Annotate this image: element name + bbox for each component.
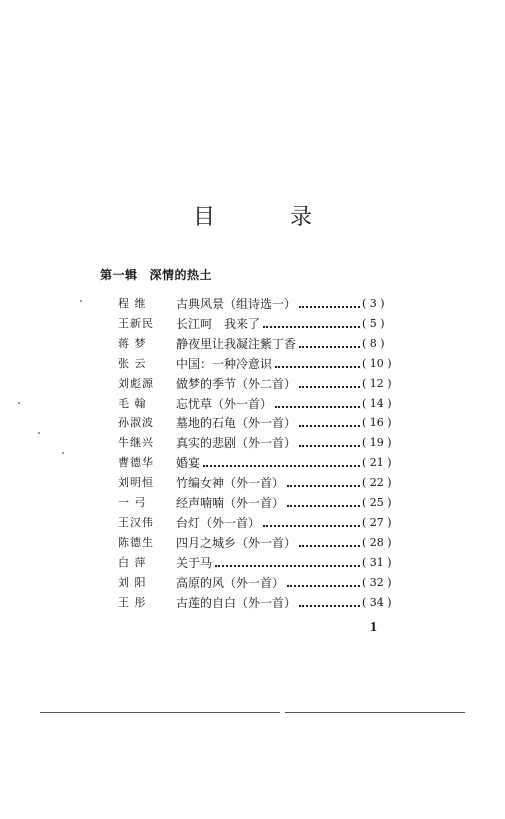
toc-entry <box>0 493 505 513</box>
entry-author: 王 彤 <box>118 596 147 609</box>
toc-entry <box>0 573 505 593</box>
entry-author: 一 弓 <box>118 496 147 509</box>
entry-title: 忘忧草（外一首） <box>176 397 273 411</box>
dot-leader <box>299 605 360 607</box>
dot-leader <box>287 585 360 587</box>
dot-leader <box>203 465 360 467</box>
entry-page: ( 25 ) <box>362 496 392 509</box>
entry-author: 毛 翰 <box>118 397 147 410</box>
dot-leader <box>275 406 360 408</box>
entry-title-leader <box>176 374 360 394</box>
toc-entry <box>0 433 505 453</box>
scan-speck <box>62 452 64 454</box>
entry-title-leader <box>176 354 360 374</box>
entry-title: 四月之城乡（外一首） <box>176 536 297 550</box>
entry-title: 竹编女神（外一首） <box>176 476 285 490</box>
section-title: 深情的热土 <box>149 268 213 282</box>
toc-entry <box>0 334 505 354</box>
entry-title: 经声喃喃（外一首） <box>176 496 285 510</box>
toc-entry <box>0 374 505 394</box>
entry-title: 长江呵 我来了 <box>176 317 261 331</box>
page-title: 目 录 <box>193 205 346 230</box>
dot-leader <box>299 425 360 427</box>
entry-title-leader <box>176 533 360 553</box>
toc-entry <box>0 354 505 374</box>
entry-title-leader <box>176 334 360 354</box>
toc-entry <box>0 593 505 613</box>
entry-title: 古莲的自白（外一首） <box>176 596 297 610</box>
entry-title-leader <box>176 294 360 314</box>
entry-title-leader <box>176 453 360 473</box>
entry-title-leader <box>176 433 360 453</box>
page-number: 1 <box>370 620 377 635</box>
scan-rule-right <box>285 712 465 713</box>
entry-title: 台灯（外一首） <box>176 516 261 530</box>
entry-author: 王汉伟 <box>118 516 154 529</box>
toc-entry <box>0 294 505 314</box>
entry-title-leader <box>176 413 360 433</box>
entry-title: 墓地的石龟（外一首） <box>176 416 297 430</box>
entry-page: ( 19 ) <box>362 436 392 449</box>
dot-leader <box>287 485 360 487</box>
dot-leader <box>299 346 360 348</box>
entry-author: 孙淑波 <box>118 416 154 429</box>
entry-author: 王新民 <box>118 317 154 330</box>
entry-author: 白 萍 <box>118 556 147 569</box>
dot-leader <box>299 545 360 547</box>
entry-page: ( 28 ) <box>362 536 392 549</box>
dot-leader <box>263 525 360 527</box>
entry-title: 高原的风（外一首） <box>176 576 285 590</box>
section-heading <box>100 266 212 283</box>
entry-page: ( 8 ) <box>362 337 385 350</box>
entry-page: ( 21 ) <box>362 456 392 469</box>
entry-author: 蒋 梦 <box>118 337 147 350</box>
entry-page: ( 14 ) <box>362 397 392 410</box>
dot-leader <box>215 565 360 567</box>
entry-title: 古典风景（组诗选一） <box>176 297 297 311</box>
entry-author: 牛继兴 <box>118 436 154 449</box>
entry-title: 中国：一种冷意识 <box>176 357 273 371</box>
entry-title-leader <box>176 513 360 533</box>
entry-title-leader <box>176 394 360 414</box>
entry-title: 关于马 <box>176 556 213 570</box>
toc-entry <box>0 533 505 553</box>
entry-title: 真实的悲剧（外一首） <box>176 436 297 450</box>
toc-entry <box>0 513 505 533</box>
scan-speck <box>80 300 82 302</box>
entry-title-leader <box>176 493 360 513</box>
entry-title-leader <box>176 553 360 573</box>
entry-author: 刘彪源 <box>118 377 154 390</box>
entry-title-leader <box>176 473 360 493</box>
dot-leader <box>287 505 360 507</box>
dot-leader <box>263 326 360 328</box>
entry-author: 刘明恒 <box>118 476 154 489</box>
toc-entry <box>0 314 505 334</box>
entry-page: ( 22 ) <box>362 476 392 489</box>
entry-author: 曹德华 <box>118 456 154 469</box>
entry-title: 做梦的季节（外二首） <box>176 377 297 391</box>
entry-page: ( 31 ) <box>362 556 392 569</box>
scan-rule-left <box>40 712 280 713</box>
entry-author: 刘 阳 <box>118 576 147 589</box>
dot-leader <box>299 386 360 388</box>
entry-title-leader <box>176 593 360 613</box>
entry-title-leader <box>176 314 360 334</box>
dot-leader <box>299 445 360 447</box>
entry-page: ( 34 ) <box>362 596 392 609</box>
entry-page: ( 5 ) <box>362 317 385 330</box>
entry-page: ( 10 ) <box>362 357 392 370</box>
toc-entry <box>0 473 505 493</box>
scan-speck <box>18 402 20 404</box>
entry-page: ( 27 ) <box>362 516 392 529</box>
toc-entry <box>0 394 505 414</box>
entry-author: 程 维 <box>118 297 147 310</box>
entry-title-leader <box>176 573 360 593</box>
toc-entry <box>0 553 505 573</box>
entry-page: ( 3 ) <box>362 297 385 310</box>
dot-leader <box>275 366 360 368</box>
toc-entry <box>0 413 505 433</box>
entry-title: 静夜里让我凝注紫丁香 <box>176 337 297 351</box>
dot-leader <box>299 306 360 308</box>
entry-page: ( 16 ) <box>362 416 392 429</box>
toc-entry <box>0 453 505 473</box>
entry-page: ( 12 ) <box>362 377 392 390</box>
entry-page: ( 32 ) <box>362 576 392 589</box>
section-label: 第一辑 <box>100 268 138 282</box>
entry-title: 婚宴 <box>176 456 201 470</box>
scan-speck <box>38 432 40 434</box>
entry-author: 张 云 <box>118 357 147 370</box>
entry-author: 陈德生 <box>118 536 154 549</box>
